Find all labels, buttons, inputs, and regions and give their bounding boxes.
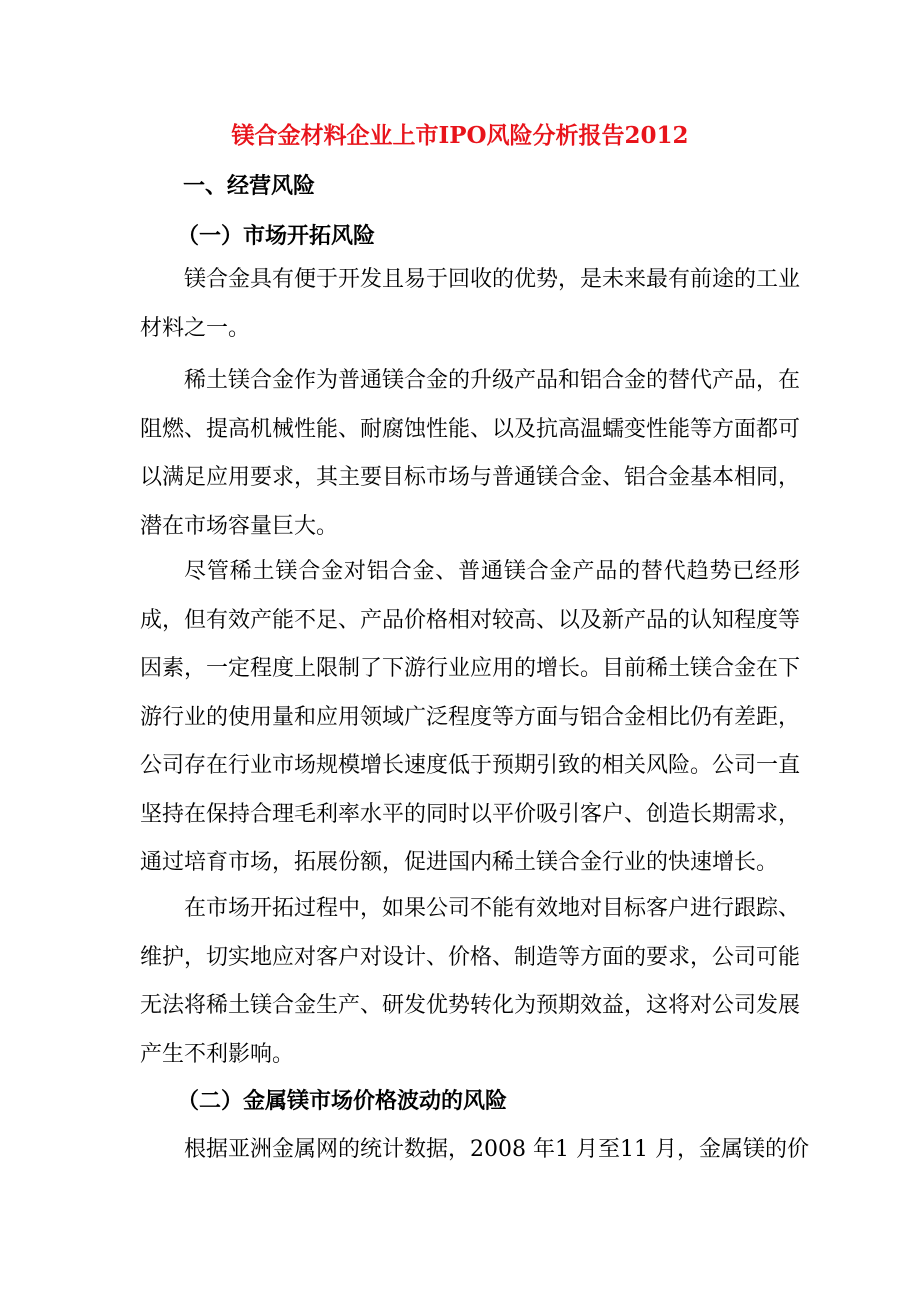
document-title: 镁合金材料企业上市IPO风险分析报告2012 [231, 122, 689, 149]
subsection-heading-magnesium-price: （二）金属镁市场价格波动的风险 [177, 1088, 508, 1114]
paragraph-5: 根据亚洲金属网的统计数据，2008 年1 月至11 月，金属镁的价 [184, 1137, 809, 1162]
paragraph-1: 镁合金具有便于开发且易于回收的优势，是未来最有前途的工业材料之一。 [140, 267, 801, 341]
subsection-heading-market-expansion: （一）市场开拓风险 [177, 223, 376, 249]
paragraph-4: 在市场开拓过程中，如果公司不能有效地对目标客户进行跟踪、维护，切实地应对客户对设计、价格、制造等方面的要求，公司可能无法将稀土镁合金生产、研发优势转化为预期效益，这将对公司发展产生不利影响。 [140, 896, 801, 1067]
section-heading-operating-risk: 一、经营风险 [183, 173, 316, 199]
paragraph-3: 尽管稀土镁合金对铝合金、普通镁合金产品的替代趋势已经形成，但有效产能不足、产品价格相对较高、以及新产品的认知程度等因素，一定程度上限制了下游行业应用的增长。目前稀土镁合金在下游行业的使用量和应用领域广泛程度等方面与铝合金相比仍有差距，公司存在行业市场规模增长速度低于预期引致的相关风险。公司一直坚持在保持合理毛利率水平的同时以平价吸引客户、创造长期需求，通过培育市场，拓展份额，促进国内稀土镁合金行业的快速增长。 [140, 559, 801, 875]
paragraph-2: 稀土镁合金作为普通镁合金的升级产品和铝合金的替代产品，在阻燃、提高机械性能、耐腐蚀性能、以及抗高温蠕变性能等方面都可以满足应用要求，其主要目标市场与普通镁合金、铝合金基本相同，潜在市场容量巨大。 [140, 368, 801, 539]
